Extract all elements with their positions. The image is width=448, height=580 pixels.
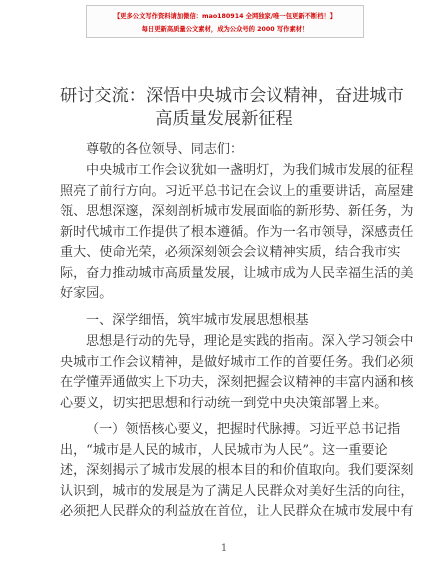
paragraph-line: 述，深刻揭示了城市发展的根本目的和价值取向。我们要深刻 <box>60 463 414 478</box>
paragraph-line: 心要义，切实把思想和行动统一到党中央决策部署上来。 <box>60 395 388 411</box>
paragraph-line: 认识到，城市的发展是为了满足人民群众对美好生活的向往， <box>60 483 414 499</box>
paragraph-line: 必须把人民群众的利益放在首位，让人民群众在城市发展中有 <box>60 504 414 519</box>
section-1-heading <box>60 311 388 332</box>
paragraph-line: 在学懂弄通做实上下功夫，深刻把握会议精神的丰富内涵和核 <box>60 375 414 390</box>
promo-banner-line-1: 【更多公文写作资料请加微信：mao180914 全网独家/唯一包更新不断档！】 <box>113 13 337 20</box>
paragraph-line: 思想是行动的先导，理论是实践的指南。深入学习领会中 <box>86 334 414 349</box>
promo-banner-line-2: 每日更新高质量公文素材，成为公众号的 2000 写作素材！ <box>141 26 309 33</box>
paragraph-line: 重大、使命光荣，必须深刻领会会议精神实质，结合我市实 <box>60 245 401 260</box>
paragraph-line: 好家园。 <box>60 286 113 301</box>
promo-banner <box>86 5 364 38</box>
paragraph-subsection-1 <box>60 420 414 523</box>
page-number: 1 <box>220 543 228 554</box>
document-title-line-2: 高质量发展新征程 <box>155 109 293 129</box>
paragraph-line: （一）领悟核心要义，把握时代脉搏。习近平总书记指 <box>86 422 401 437</box>
document-title-line-1: 研讨交流：深悟中央城市会议精神，奋进城市 <box>60 86 404 106</box>
salutation-text: 尊敬的各位领导、同志们： <box>86 142 244 157</box>
paragraph-line: 央城市工作会议精神，是做好城市工作的首要任务。我们必须 <box>60 354 414 370</box>
paragraph-section-1 <box>60 332 414 414</box>
salutation <box>60 140 388 161</box>
paragraph-line: 新时代城市工作提供了根本遵循。作为一名市领导，深感责任 <box>60 224 414 240</box>
paragraph-line: 照亮了前行方向。习近平总书记在会议上的重要讲话，高屋建 <box>60 183 414 199</box>
paragraph-line: 出，“城市是人民的城市，人民城市为人民”。这一重要论 <box>60 442 388 458</box>
paragraph-line: 瓴、思想深邃，深刻剖析城市发展面临的新形势、新任务，为 <box>60 204 414 219</box>
paragraph-line: 际，奋力推动城市高质量发展，让城市成为人民幸福生活的美 <box>60 265 414 281</box>
paragraph-intro <box>60 161 414 305</box>
section-heading-text: 一、深学细悟，筑牢城市发展思想根基 <box>86 313 309 328</box>
paragraph-line: 中央城市工作会议犹如一盏明灯，为我们城市发展的征程 <box>86 163 414 178</box>
